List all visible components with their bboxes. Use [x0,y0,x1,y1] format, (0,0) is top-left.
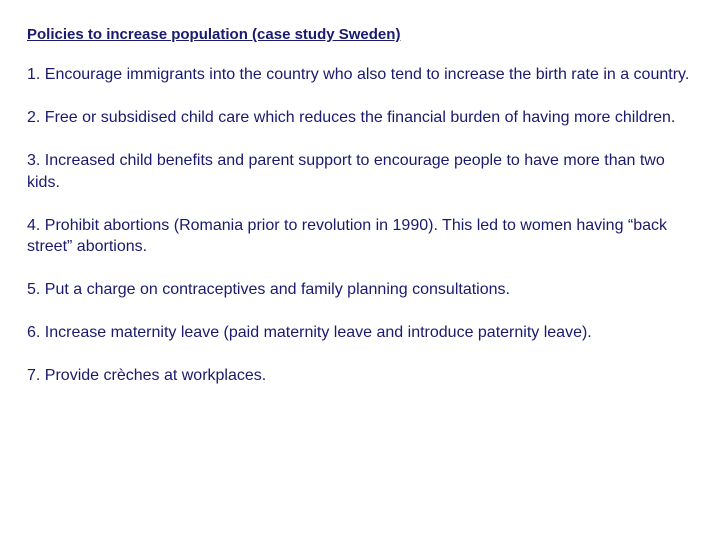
policy-point-1: 1. Encourage immigrants into the country who also tend to increase the birth rate in a country. [27,66,690,83]
slide-title: Policies to increase population (case study Sweden) [27,26,401,43]
policy-point-5: 5. Put a charge on contraceptives and family planning consultations. [27,281,510,298]
slide-content [27,24,699,408]
policy-point-7: 7. Provide crèches at workplaces. [27,367,267,384]
policy-point-3: 3. Increased child benefits and parent support to encourage people to have more than two kids. [27,152,665,191]
policy-point-4: 4. Prohibit abortions (Romania prior to revolution in 1990). This led to women having “back street” abortions. [27,216,668,255]
policy-point-2: 2. Free or subsidised child care which reduces the financial burden of having more children. [27,109,676,126]
policy-point-6: 6. Increase maternity leave (paid maternity leave and introduce paternity leave). [27,324,592,341]
